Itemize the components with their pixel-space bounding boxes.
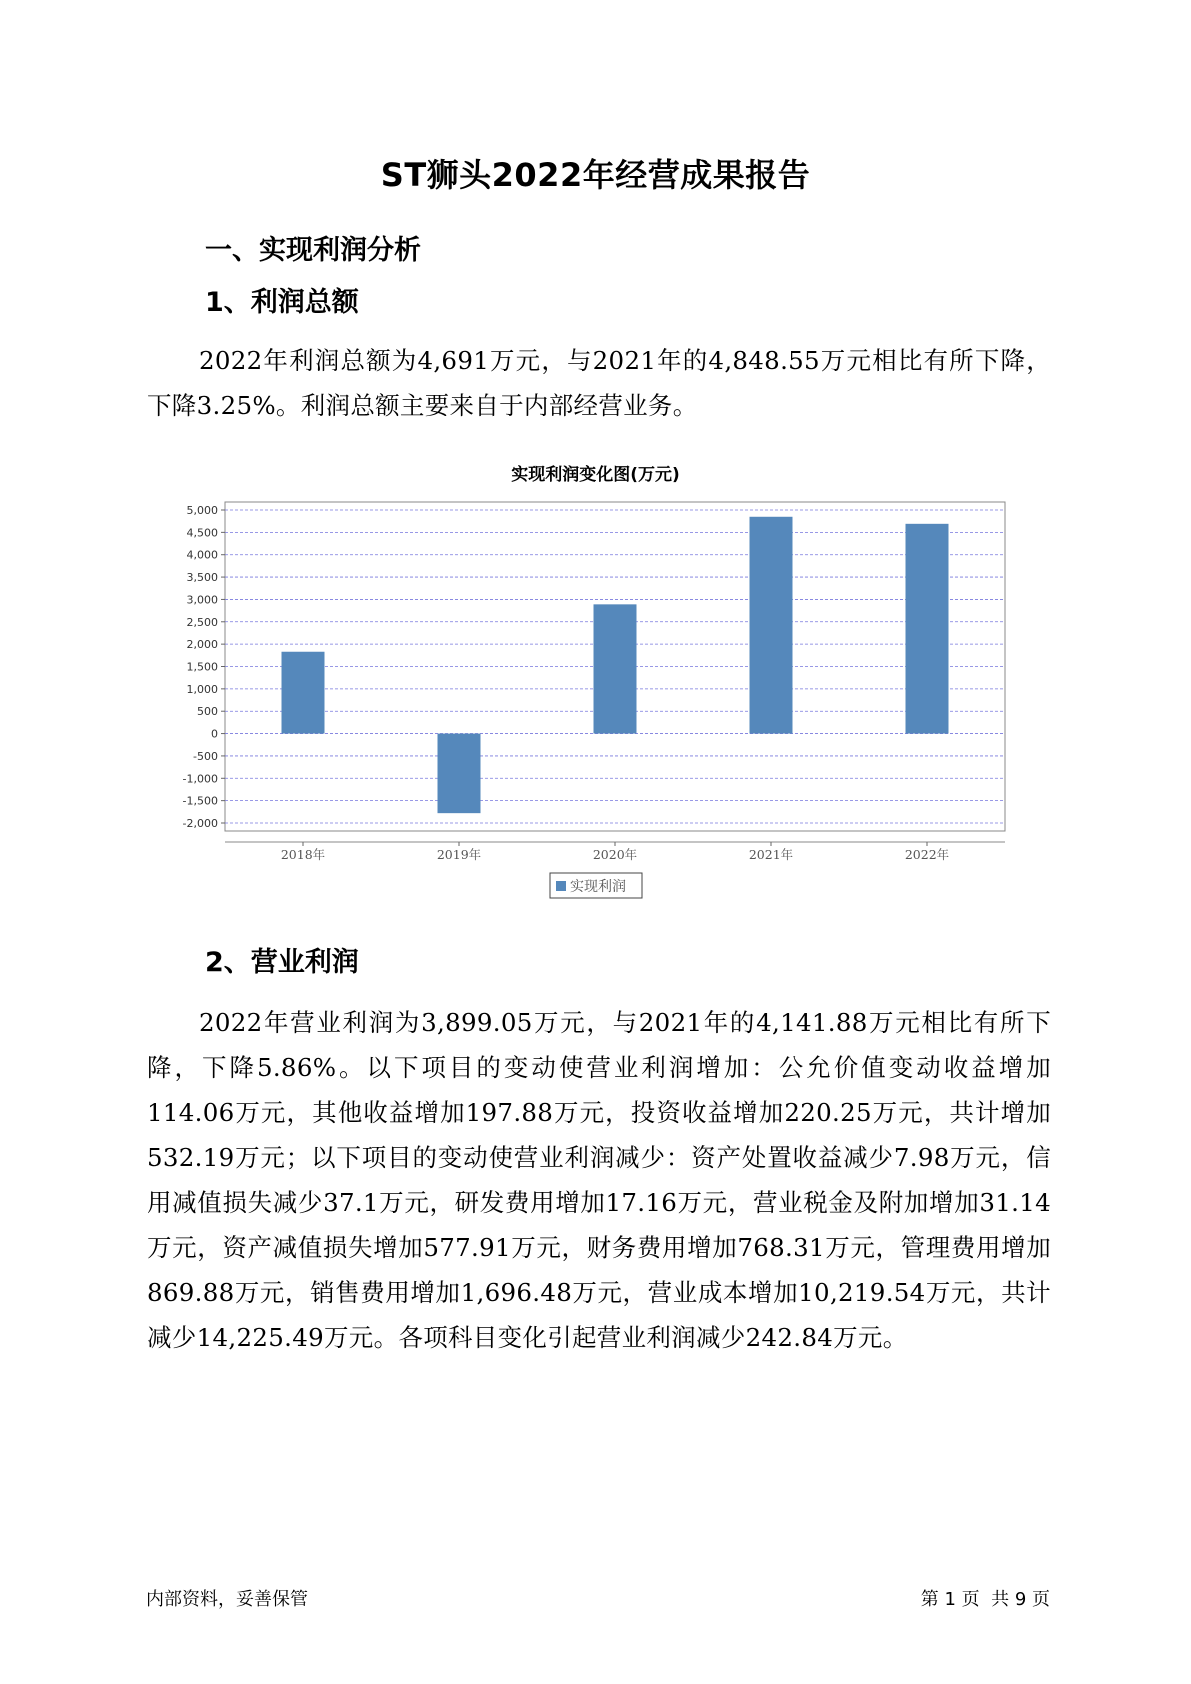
y-tick-label: -500 xyxy=(193,749,218,763)
y-tick-label: -1,000 xyxy=(182,772,218,786)
section-heading-profit-analysis: 一、实现利润分析 xyxy=(205,235,421,266)
paragraph-operating-profit: 2022年营业利润为3,899.05万元，与2021年的4,141.88万元相比有所下降，下降5.86%。以下项目的变动使营业利润增加：公允价值变动收益增加114.06万元，其他收益增加197.88万元，投资收益增加220.25万元，共计增加532.19万元；以下项目的变动使营业利润减少：资产处置收益减少7.98万元，信用减值损失减少37.1万元，研发费用增加17.16万元，营业税金及附加增加31.14万元，资产减值损失增加577.91万元，财务费用增加768.31万元，管理费用增加869.88万元，销售费用增加1,696.48万元，营业成本增加10,219.54万元，共计减少14,225.49万元。各项科目变化引起营业利润减少242.84万元。 xyxy=(147,1008,1051,1352)
x-tick-label: 2019年 xyxy=(436,847,482,862)
bar xyxy=(594,604,637,733)
y-tick-label: 1,000 xyxy=(186,682,218,696)
y-tick-label: 3,500 xyxy=(186,571,218,585)
bar xyxy=(750,517,793,734)
bar xyxy=(282,652,325,734)
x-tick-label: 2020年 xyxy=(592,847,638,862)
legend-label: 实现利润 xyxy=(570,879,626,895)
y-tick-label: 5,000 xyxy=(186,504,218,517)
bar xyxy=(438,734,481,814)
footer-confidential-note: 内部资料，妥善保管 xyxy=(146,1589,308,1610)
y-tick-label: 4,500 xyxy=(186,526,218,540)
bar xyxy=(906,524,949,734)
y-tick-label: 500 xyxy=(197,705,218,719)
legend-swatch xyxy=(556,881,566,891)
y-tick-label: -1,500 xyxy=(182,794,218,808)
profit-bar-chart xyxy=(160,488,1040,908)
subheading-operating-profit: 2、营业利润 xyxy=(205,947,359,978)
y-tick-label: 0 xyxy=(211,727,218,741)
y-tick-label: -2,000 xyxy=(182,817,218,830)
y-tick-label: 4,000 xyxy=(186,548,218,562)
y-tick-label: 1,500 xyxy=(186,660,218,674)
x-tick-label: 2018年 xyxy=(280,847,326,862)
y-tick-label: 3,000 xyxy=(186,593,218,607)
subheading-total-profit: 1、利润总额 xyxy=(205,287,359,318)
x-tick-label: 2021年 xyxy=(748,847,794,862)
paragraph-total-profit: 2022年利润总额为4,691万元，与2021年的4,848.55万元相比有所下降，下降3.25%。利润总额主要来自于内部经营业务。 xyxy=(147,346,1051,420)
y-tick-label: 2,000 xyxy=(186,638,218,652)
chart-title: 实现利润变化图(万元) xyxy=(511,465,680,485)
report-title: ST狮头2022年经营成果报告 xyxy=(380,156,811,194)
footer-page-number: 第 1 页 共 9 页 xyxy=(920,1589,1050,1610)
y-tick-label: 2,500 xyxy=(186,615,218,629)
x-tick-label: 2022年 xyxy=(904,847,950,862)
